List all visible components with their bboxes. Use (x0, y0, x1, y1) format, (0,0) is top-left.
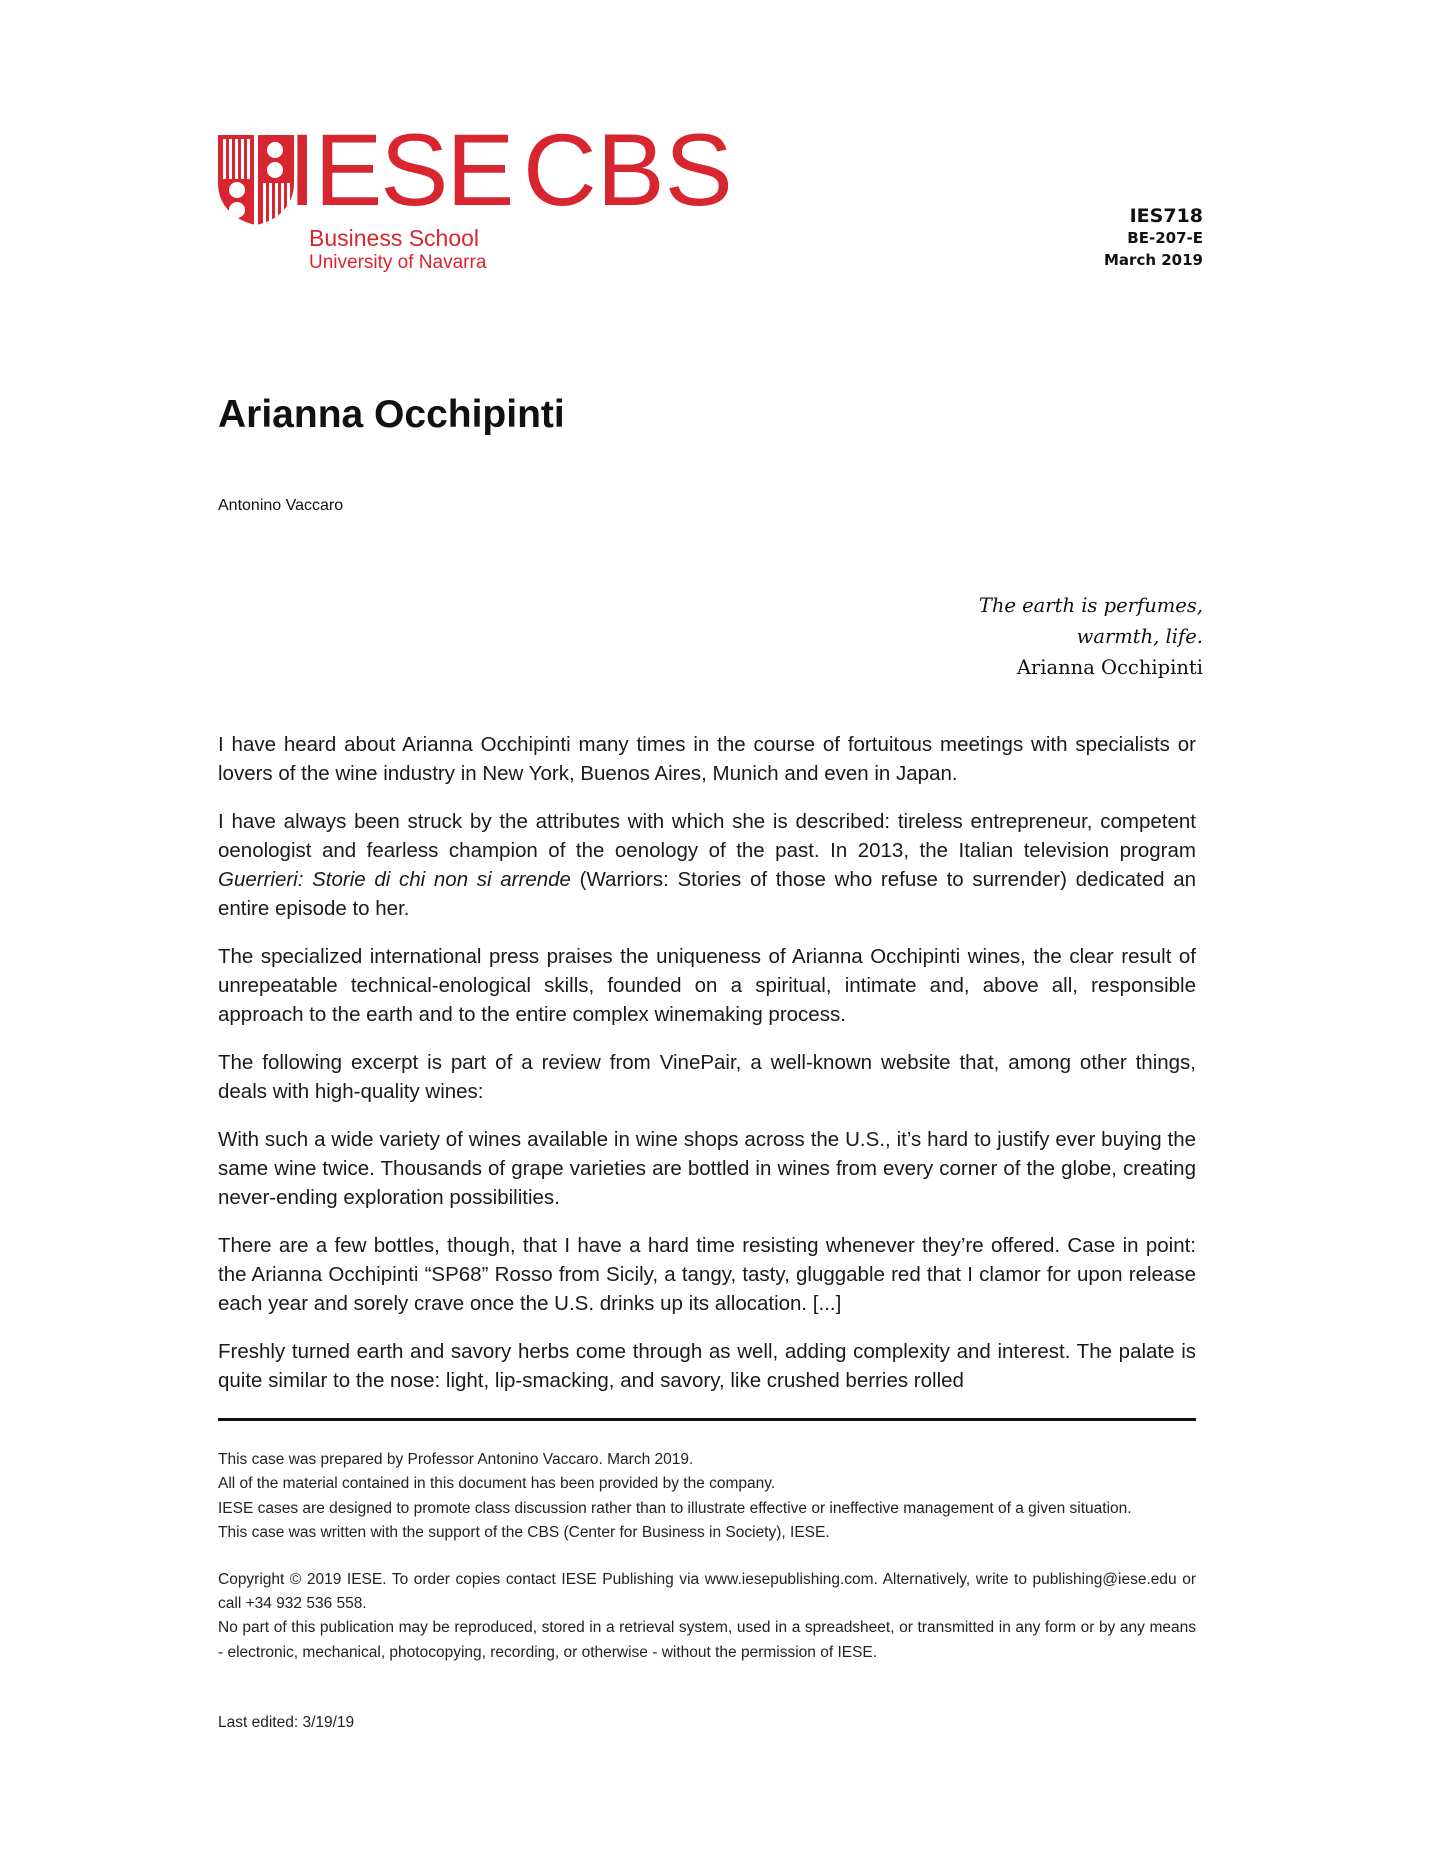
case-body (218, 730, 1196, 1414)
document-reference (1104, 205, 1203, 271)
program-title: Guerrieri: Storie di chi non si arrende (218, 868, 571, 891)
page-title: Arianna Occhipinti (218, 393, 565, 436)
doc-date: March 2019 (1104, 250, 1203, 269)
author-name: Antonino Vaccaro (218, 497, 344, 514)
iese-shield-icon (218, 135, 294, 225)
footnotes (218, 1448, 1196, 1665)
paragraph (218, 807, 1196, 923)
logo-cbs-text: CBS (523, 113, 733, 227)
copyright-notice: Copyright © 2019 IESE. To order copies contact IESE Publishing via www.iesepublishing.com. Alternatively, write to publishing@iese.edu or call +34 932 536 558. (218, 1570, 1196, 1613)
spacer (218, 1546, 1196, 1568)
footnote: This case was prepared by Professor Antonino Vaccaro. March 2019. (218, 1451, 694, 1468)
logo-iese-text: IESE (288, 113, 513, 227)
quoted-paragraph: Freshly turned earth and savory herbs come through as well, adding complexity and interest. The palate is quite similar to the nose: light, lip-smacking, and savory, like crushed berries rolled (218, 1340, 1196, 1392)
quoted-paragraph: There are a few bottles, though, that I have a hard time resisting whenever they’re offered. Case in point: the Arianna Occhipinti “SP68” Rosso from Sicily, a tangy, tasty, gluggable red that I clamor for upon release each year and sorely crave once the U.S. drinks up its allocation. [...] (218, 1234, 1196, 1315)
doc-code: IES718 (1129, 205, 1203, 227)
paragraph-text: I have always been struck by the attributes with which she is described: tireless entrepreneur, competent oenologist and fearless champion of the oenology of the past. In 2013, the Italian television program (218, 810, 1196, 862)
footnote: All of the material contained in this document has been provided by the company. (218, 1475, 776, 1493)
iese-cbs-logo (218, 113, 758, 283)
logo-university: University of Navarra (309, 252, 487, 273)
doc-number: BE-207-E (1127, 228, 1203, 247)
epigraph-line-1: The earth is perfumes, (978, 594, 1203, 617)
footnote: This case was written with the support of the CBS (Center for Business in Society), IESE. (218, 1524, 830, 1542)
last-edited: Last edited: 3/19/19 (218, 1714, 355, 1731)
logo-business-school: Business School (309, 225, 480, 251)
footnote-divider (218, 1418, 1196, 1421)
quoted-paragraph: With such a wide variety of wines available in wine shops across the U.S., it’s hard to justify ever buying the same wine twice. Thousands of grape varieties are bottled in wines from every corner of the globe, creating never-ending exploration possibilities. (218, 1128, 1196, 1209)
paragraph: I have heard about Arianna Occhipinti many times in the course of fortuitous meetings with specialists or lovers of the wine industry in New York, Buenos Aires, Munich and even in Japan. (218, 733, 1196, 785)
epigraph-line-2: warmth, life. (1076, 625, 1203, 648)
paragraph: The following excerpt is part of a review from VinePair, a well-known website that, among other things, deals with high-quality wines: (218, 1051, 1196, 1103)
epigraph-attribution: Arianna Occhipinti (1016, 656, 1203, 679)
paragraph: The specialized international press praises the uniqueness of Arianna Occhipinti wines, the clear result of unrepeatable technical-enological skills, founded on a spiritual, intimate and, above all, responsible approach to the earth and to the entire complex winemaking process. (218, 945, 1196, 1026)
rights-notice: No part of this publication may be reproduced, stored in a retrieval system, used in a spreadsheet, or transmitted in any form or by any means - electronic, mechanical, photocopying, recording, or otherwise - without the permission of IESE. (218, 1619, 1196, 1661)
footnote: IESE cases are designed to promote class discussion rather than to illustrate effective or ineffective management of a given situation. (218, 1499, 1132, 1517)
paragraph-text: (Warriors: Stories of those who refuse to surrender) dedicated an entire episode to her. (218, 868, 1196, 920)
epigraph (979, 590, 1203, 683)
